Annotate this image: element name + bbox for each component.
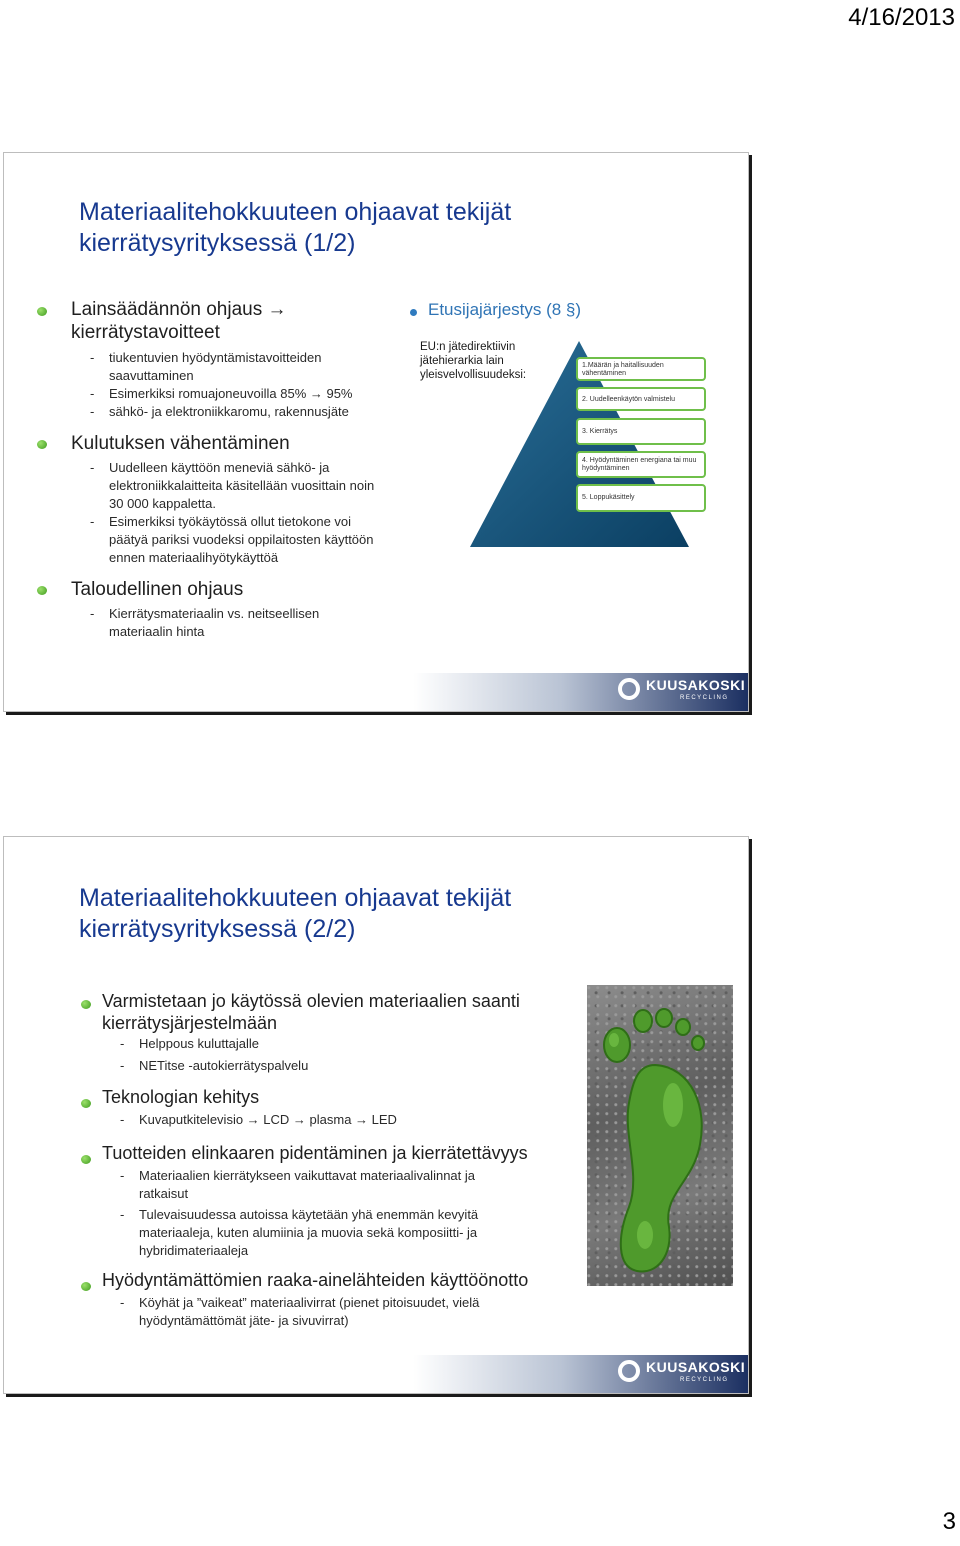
- toe: [676, 1019, 690, 1035]
- list-item-text: päätyä pariksi vuodeksi oppilaitosten käyttöön: [109, 532, 374, 547]
- toe: [656, 1009, 672, 1027]
- list-item-text: saavuttaminen: [109, 368, 194, 383]
- bullet-dot-icon: [81, 1000, 91, 1009]
- bullet-heading-line: Hyödyntämättömien raaka-ainelähteiden käyttöönotto: [102, 1270, 529, 1290]
- list-item-text: materiaalin hinta: [109, 624, 205, 639]
- sub-list-economic: [90, 605, 319, 641]
- figure-subtitle-line: yleisvelvollisuudeksi:: [420, 369, 527, 381]
- sub-list-untapped-sources: [120, 1294, 479, 1330]
- title-line-2: kierrätysyrityksessä (2/2): [79, 915, 356, 943]
- list-item: [90, 349, 353, 385]
- list-item: [90, 385, 353, 403]
- level-text: hyödyntäminen: [582, 465, 630, 472]
- bullet-heading-secure-materials: [102, 990, 520, 1034]
- dash: -: [120, 1168, 125, 1183]
- list-item-text: Materiaalien kierrätykseen vaikuttavat materiaalivalinnat ja: [139, 1168, 475, 1183]
- logo-word: KUUSAKOSKI: [646, 1359, 746, 1375]
- list-item: [90, 605, 319, 641]
- bullet-dot-icon: [37, 586, 47, 595]
- bullet-heading-legislation: [71, 298, 287, 344]
- hierarchy-level-2: [576, 387, 706, 411]
- sub-list-secure-materials: [120, 1035, 308, 1075]
- list-item: [90, 513, 374, 567]
- list-item-text: Tulevaisuudessa autoissa käytetään yhä enemmän kevyitä: [139, 1207, 479, 1222]
- bullet-dot-icon: [81, 1155, 91, 1164]
- list-item-text: hybridimateriaaleja: [139, 1243, 249, 1258]
- list-item-text: ratkaisut: [139, 1186, 189, 1201]
- list-item-text: ennen materiaalihyötykäyttöä: [109, 550, 279, 565]
- list-item-text: Kierrätysmateriaalin vs. neitseellisen: [109, 606, 320, 621]
- hierarchy-level-3: [576, 418, 706, 445]
- list-item-text: materiaaleja, kuten alumiinia ja muovia sekä komposiitti- ja: [139, 1225, 478, 1240]
- footprint-icon: [587, 985, 733, 1286]
- bullet-heading-consumption: [71, 432, 290, 455]
- sub-list-consumption: [90, 459, 374, 567]
- figure-subtitle-line: EU:n jätedirektiivin: [420, 341, 516, 353]
- level-text: 3. Kierrätys: [582, 428, 618, 435]
- list-item: [120, 1035, 308, 1053]
- grass-footprint-image: [587, 985, 733, 1286]
- sub-list-technology: [120, 1111, 397, 1129]
- dash: -: [90, 350, 95, 365]
- list-item-text: NETitse -autokierrätyspalvelu: [139, 1058, 309, 1073]
- bullet-heading-technology: [102, 1086, 259, 1108]
- hierarchy-level-4: [576, 451, 706, 478]
- level-text: 1.Määrän ja haitallisuuden: [582, 362, 664, 369]
- title-line-1: Materiaalitehokkuuteen ohjaavat tekijät: [79, 198, 512, 226]
- page-date: 4/16/2013: [848, 4, 955, 31]
- slide-title: [79, 197, 511, 259]
- bullet-heading-line: Tuotteiden elinkaaren pidentäminen ja kierrätettävyys: [102, 1143, 528, 1163]
- waste-hierarchy-figure: [404, 301, 716, 549]
- list-item: [120, 1057, 308, 1075]
- list-item: [120, 1167, 478, 1203]
- bullet-dot-icon: [37, 307, 47, 316]
- bullet-heading-lifecycle: [102, 1142, 528, 1164]
- bullet-heading-line: Taloudellinen ohjaus: [71, 579, 244, 600]
- sole: [621, 1065, 702, 1272]
- dash: -: [120, 1036, 125, 1051]
- dash: -: [120, 1295, 125, 1310]
- list-item-text: hyödyntämättömät jäte- ja sivuvirrat): [139, 1313, 349, 1328]
- dash: -: [90, 514, 95, 529]
- list-item-text: 30 000 kappaletta.: [109, 496, 216, 511]
- kuusakoski-logo: [618, 675, 746, 705]
- sub-list-legislation: [90, 349, 353, 421]
- level-text: 5. Loppukäsittely: [582, 494, 635, 501]
- dash: -: [120, 1058, 125, 1073]
- list-item-text: Köyhät ja ”vaikeat” materiaalivirrat (pienet pitoisuudet, vielä: [139, 1295, 480, 1310]
- list-item: [90, 459, 374, 513]
- dash: -: [90, 606, 95, 621]
- list-item-text: Esimerkiksi romuajoneuvoilla 85% → 95%: [109, 386, 353, 401]
- dash: -: [120, 1112, 125, 1127]
- slide-1: [3, 152, 749, 712]
- logo-word: KUUSAKOSKI: [646, 677, 746, 693]
- hierarchy-level-5: [576, 484, 706, 512]
- dash: -: [120, 1207, 125, 1222]
- bullet-dot-icon: [37, 440, 47, 449]
- list-item: [120, 1111, 397, 1129]
- figure-title: Etusijajärjestys (8 §): [428, 300, 582, 319]
- slide-footer: [4, 659, 748, 711]
- bullet-heading-line: kierrätysjärjestelmään: [102, 1013, 278, 1033]
- slide-title: [79, 883, 511, 945]
- bullet-heading-line: Lainsäädännön ohjaus →: [71, 299, 287, 320]
- list-item-text: Uudelleen käyttöön meneviä sähkö- ja: [109, 460, 330, 475]
- list-item-text: tiukentuvien hyödyntämistavoitteiden: [109, 350, 322, 365]
- logo-sub: RECYCLING: [680, 695, 729, 701]
- bullet-dot-icon: [81, 1282, 91, 1291]
- level-text: vähentäminen: [582, 370, 626, 377]
- slide-footer: [4, 1341, 748, 1393]
- dash: -: [90, 460, 95, 475]
- figure-subtitle-line: jätehierarkia lain: [420, 355, 504, 367]
- bullet-heading-economic: [71, 578, 243, 601]
- list-item: [90, 403, 353, 421]
- title-line-1: Materiaalitehokkuuteen ohjaavat tekijät: [79, 884, 512, 912]
- toe: [634, 1010, 652, 1032]
- list-item-text: Kuvaputkitelevisio → LCD → plasma → LED: [139, 1112, 397, 1127]
- level-text: 4. Hyödyntäminen energiana tai muu: [582, 457, 697, 464]
- hierarchy-level-1: [576, 357, 706, 381]
- slide-2: [3, 836, 749, 1394]
- bullet-heading-line: Varmistetaan jo käytössä olevien materiaalien saanti: [102, 991, 520, 1011]
- level-text: 2. Uudelleenkäytön valmistelu: [582, 396, 675, 403]
- logo-sub: RECYCLING: [680, 1377, 729, 1383]
- list-item-text: Helppous kuluttajalle: [139, 1036, 259, 1051]
- logo-mark-icon: [618, 678, 640, 700]
- page-number: 3: [942, 1508, 956, 1535]
- dash: -: [90, 386, 95, 401]
- title-line-2: kierrätysyrityksessä (1/2): [79, 229, 356, 257]
- logo-mark-icon: [618, 1360, 640, 1382]
- bullet-heading-line: Kulutuksen vähentäminen: [71, 433, 290, 454]
- dash: -: [90, 404, 95, 419]
- kuusakoski-logo: [618, 1357, 746, 1387]
- list-item: [120, 1294, 479, 1330]
- list-item-text: elektroniikkalaitteita käsitellään vuosittain noin: [109, 478, 375, 493]
- figure-bullet-icon: [410, 309, 417, 316]
- bullet-heading-untapped-sources: [102, 1269, 528, 1291]
- list-item-text: sähkö- ja elektroniikkaromu, rakennusjäte: [109, 404, 349, 419]
- list-item-text: Esimerkiksi työkäytössä ollut tietokone voi: [109, 514, 352, 529]
- bullet-heading-line: Teknologian kehitys: [102, 1087, 260, 1107]
- list-item: [120, 1206, 478, 1260]
- toe: [692, 1036, 704, 1050]
- sub-list-lifecycle: [120, 1167, 478, 1260]
- bullet-dot-icon: [81, 1099, 91, 1108]
- bullet-heading-line: kierrätystavoitteet: [71, 322, 220, 343]
